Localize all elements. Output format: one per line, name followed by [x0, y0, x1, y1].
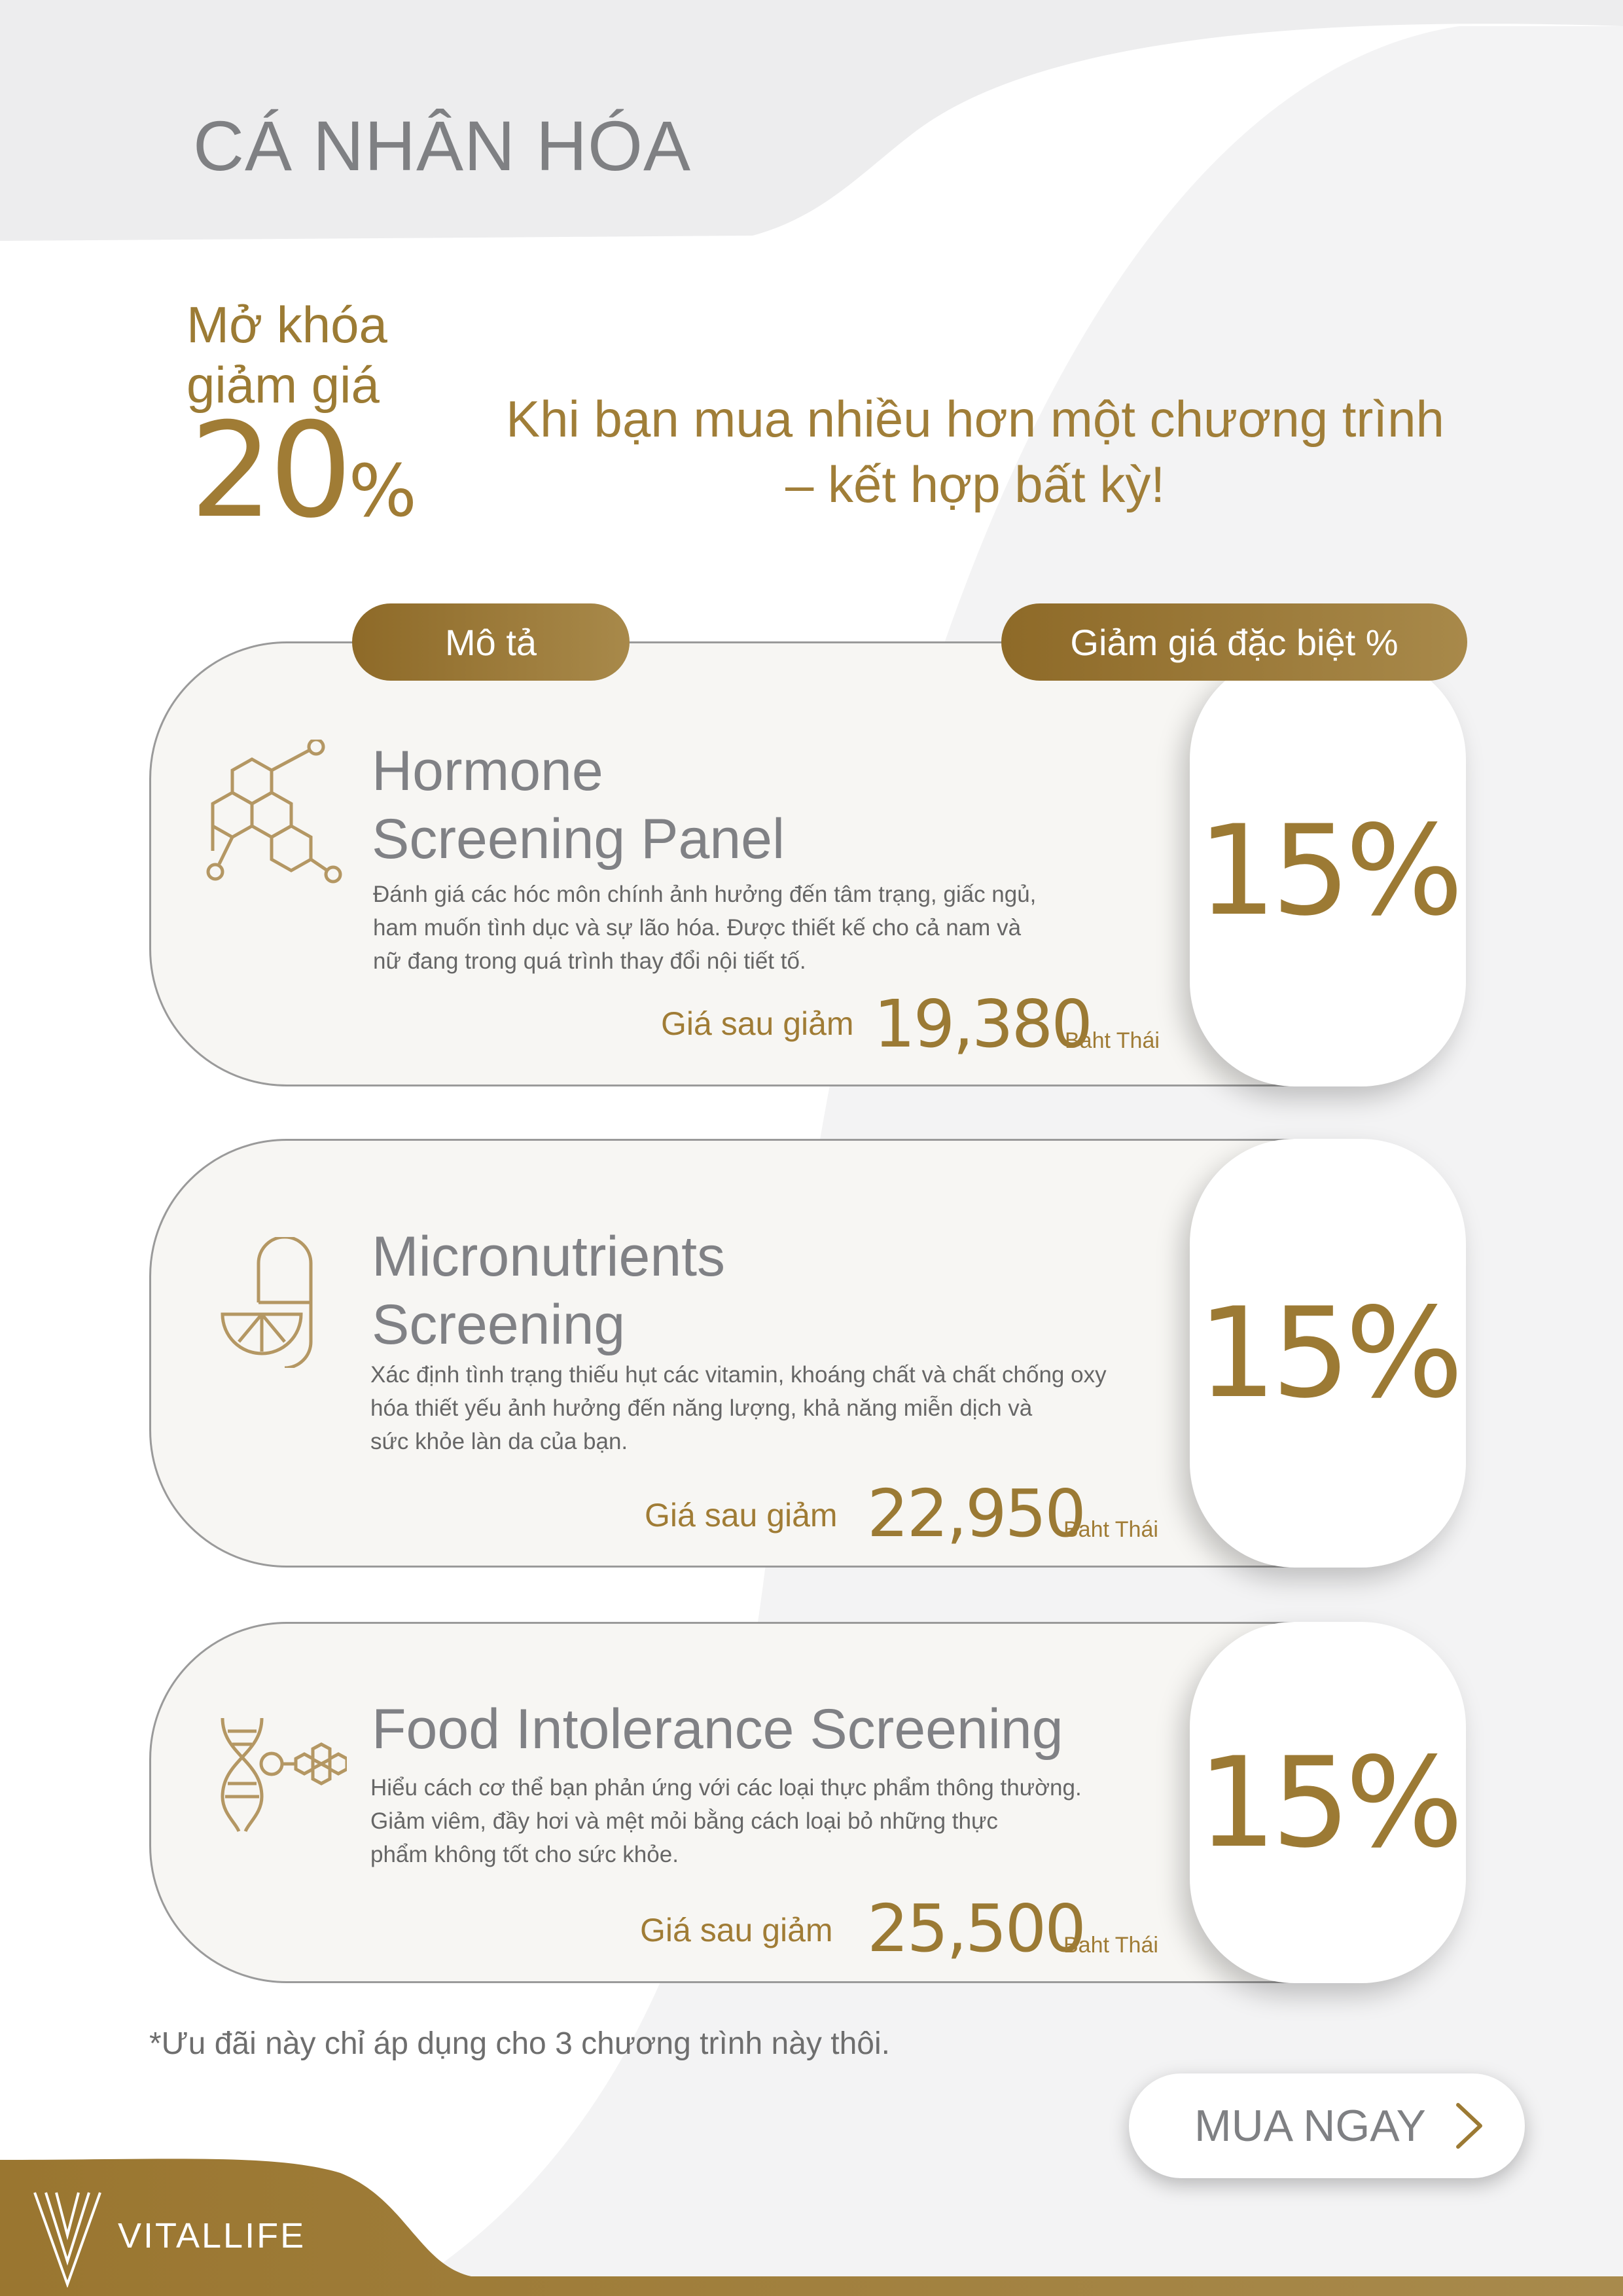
discount-value: 15%	[1197, 1281, 1459, 1426]
description-line-1: Đánh giá các hóc môn chính ảnh hưởng đến tâm trạng, giấc ngủ,	[373, 882, 1037, 907]
description-line-2: hóa thiết yếu ảnh hưởng đến năng lượng, khả năng miễn dịch và	[370, 1395, 1033, 1421]
page-title: CÁ NHÂN HÓA	[193, 106, 692, 185]
brand-name: VITALLIFE	[118, 2216, 306, 2255]
headline-line-1: Khi bạn mua nhiều hơn một chương trình	[506, 390, 1444, 448]
buy-now-button[interactable]	[1129, 2073, 1525, 2178]
program-title-hormone	[372, 737, 785, 873]
description-line-3: nữ đang trong quá trình thay đổi nội tiết tố.	[373, 948, 806, 974]
capsule-citrus-icon	[219, 1237, 330, 1368]
description-line-2: ham muốn tình dục và sự lão hóa. Được thiết kế cho cả nam và	[373, 915, 1022, 941]
special-discount-column-pill: Giảm giá đặc biệt %	[1001, 603, 1467, 681]
discount-disc-micronutrients	[1190, 1139, 1466, 1568]
price-food-intolerance: 25,500	[867, 1890, 1084, 1967]
discount-percent	[190, 395, 414, 556]
discount-symbol: %	[348, 449, 414, 533]
program-description-hormone	[373, 878, 1158, 978]
unlock-line-2: giảm giá	[187, 356, 380, 414]
promo-headline	[419, 386, 1531, 517]
headline-line-2: – kết hợp bất kỳ!	[785, 456, 1166, 513]
molecule-icon	[206, 740, 350, 890]
program-title-line-1: Micronutrients	[372, 1225, 726, 1288]
price-hormone: 19,380	[874, 986, 1091, 1062]
program-title-line-1: Hormone	[372, 740, 603, 802]
price-label-food-intolerance: Giá sau giảm	[640, 1912, 833, 1948]
currency-food-intolerance: Baht Thái	[1063, 1933, 1158, 1958]
description-line-1: Hiểu cách cơ thể bạn phản ứng với các loại thực phẩm thông thường.	[370, 1775, 1082, 1801]
currency-micronutrients: Baht Thái	[1063, 1517, 1158, 1542]
program-description-food-intolerance	[370, 1771, 1156, 1871]
description-column-pill: Mô tả	[352, 603, 630, 681]
vitallife-logo-icon	[31, 2189, 103, 2287]
discount-value: 15%	[1197, 1730, 1459, 1875]
program-description-micronutrients	[370, 1358, 1156, 1458]
program-title-food-intolerance: Food Intolerance Screening	[372, 1698, 1063, 1761]
unlock-line-1: Mở khóa	[187, 296, 387, 353]
description-line-3: sức khỏe làn da của bạn.	[370, 1429, 628, 1454]
offer-footnote: *Ưu đãi này chỉ áp dụng cho 3 chương trình này thôi.	[149, 2026, 890, 2061]
price-micronutrients: 22,950	[867, 1475, 1084, 1552]
chevron-right-icon	[1453, 2101, 1486, 2151]
dna-icon	[216, 1715, 347, 1833]
program-title-line-2: Screening Panel	[372, 808, 785, 870]
price-label-micronutrients: Giá sau giảm	[645, 1497, 838, 1534]
discount-number: 20	[190, 395, 349, 547]
description-line-2: Giảm viêm, đầy hơi và mệt mỏi bằng cách loại bỏ những thực	[370, 1808, 998, 1834]
description-line-3: phẩm không tốt cho sức khỏe.	[370, 1842, 679, 1867]
discount-disc-food-intolerance	[1190, 1622, 1466, 1983]
program-title-line-2: Screening	[372, 1293, 626, 1356]
description-line-1: Xác định tình trạng thiếu hụt các vitamin, khoáng chất và chất chống oxy	[370, 1362, 1107, 1388]
program-title-micronutrients	[372, 1223, 725, 1359]
discount-value: 15%	[1197, 798, 1459, 943]
buy-now-label: MUA NGAY	[1194, 2101, 1426, 2151]
discount-disc-hormone	[1190, 655, 1466, 1086]
currency-hormone: Baht Thái	[1065, 1028, 1160, 1053]
price-label-hormone: Giá sau giảm	[661, 1005, 854, 1042]
